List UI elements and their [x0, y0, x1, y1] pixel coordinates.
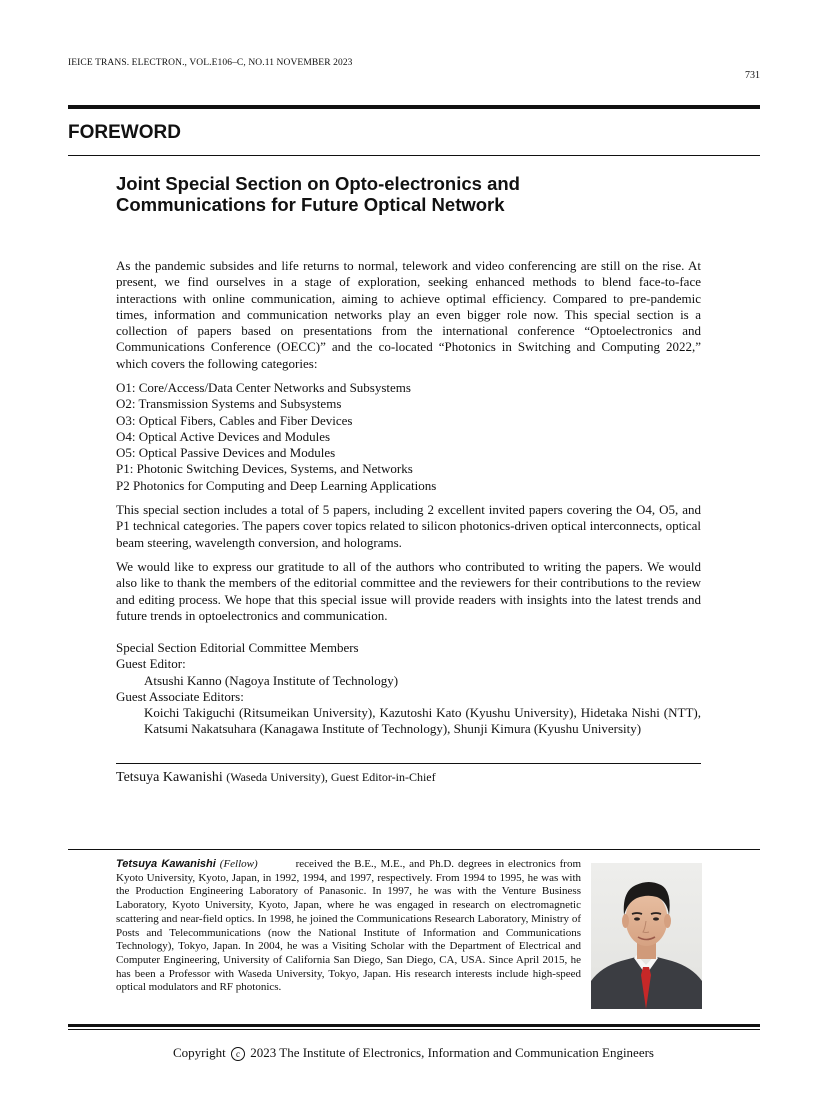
category-item: O5: Optical Passive Devices and Modules	[116, 445, 336, 461]
page-number: 731	[745, 70, 760, 81]
category-item: O2: Transmission Systems and Subsystems	[116, 396, 342, 412]
guest-editor: Atsushi Kanno (Nagoya Institute of Technology)	[144, 672, 399, 688]
signature-affiliation: (Waseda University), Guest Editor-in-Chief	[226, 770, 436, 784]
footer-rule-thick	[68, 1024, 760, 1027]
copyright-text: 2023 The Institute of Electronics, Information and Communication Engineers	[250, 1045, 654, 1060]
guest-editor-label: Guest Editor:	[116, 656, 186, 672]
category-item: O1: Core/Access/Data Center Networks and Subsystems	[116, 380, 411, 395]
journal-reference: IEICE TRANS. ELECTRON., VOL.E106–C, NO.11 NOVEMBER 2023	[68, 58, 353, 68]
committee-heading: Special Section Editorial Committee Members	[116, 640, 359, 655]
copyright-notice	[0, 1045, 827, 1061]
category-item: P2 Photonics for Computing and Deep Learning Applications	[116, 477, 437, 493]
section-title-line-2: Communications for Future Optical Network	[116, 194, 505, 215]
foreword-label: FOREWORD	[68, 122, 181, 143]
category-list	[116, 380, 701, 494]
signature	[116, 770, 436, 786]
signature-name: Tetsuya Kawanishi	[116, 770, 223, 785]
editorial-committee	[116, 640, 701, 738]
bio-name: Tetsuya Kawanishi	[116, 858, 216, 870]
copyright-prefix: Copyright	[173, 1045, 226, 1060]
associate-editors: Koichi Takiguchi (Ritsumeikan University), Kazutoshi Kato (Kyushu University), Hidetaka Nishi (NTT), Katsumi Nakatsuhara (Kanagawa Institute of Technology), Shunji Kimura (Kyushu University)	[144, 705, 701, 737]
category-item: O3: Optical Fibers, Cables and Fiber Devices	[116, 412, 353, 428]
bio-rule	[68, 849, 760, 850]
associate-editors-label: Guest Associate Editors:	[116, 688, 244, 704]
section-title	[116, 173, 616, 215]
author-photo	[591, 863, 702, 1009]
intro-paragraph: As the pandemic subsides and life returns to normal, telework and video conferencing are still on the rise. At present, we find ourselves in a stage of exploration, seeking enhanced methods to blend face-to-face interactions with online communication, aiming to achieve optimal efficiency. Compared to pre-pandemic times, information and communication networks play an even bigger role now. This special section is a collection of papers based on presentations from the international conference “Optoelectronics and Communications Conference (OECC)” and the co-located “Photonics in Switching and Computing 2022,” which covers the following categories:	[116, 258, 701, 371]
author-biography	[116, 858, 581, 995]
thanks-paragraph: We would like to express our gratitude to all of the authors who contributed to writing the papers. We would also like to thank the members of the editorial committee and the reviewers for their contributions to the review and editing process. We hope that this special issue will provide readers with insights into the latest trends and future trends in optoelectronics and communication.	[116, 559, 701, 623]
bio-membership-grade: (Fellow)	[219, 858, 258, 870]
header-rule	[68, 105, 760, 109]
category-item: P1: Photonic Switching Devices, Systems, and Networks	[116, 461, 413, 477]
signature-rule	[116, 763, 701, 764]
category-item: O4: Optical Active Devices and Modules	[116, 428, 331, 444]
title-rule	[68, 155, 760, 156]
author-portrait-image	[591, 863, 702, 1009]
section-title-line-1: Joint Special Section on Opto-electronics and	[116, 173, 520, 194]
copyright-icon: c	[231, 1047, 245, 1061]
summary-paragraph: This special section includes a total of 5 papers, including 2 excellent invited papers covering the O4, O5, and P1 technical categories. The papers cover topics related to silicon photonics-driven optical interconnects, optical beam steering, wavelength conversion, and holograms.	[116, 502, 701, 550]
bio-text: received the B.E., M.E., and Ph.D. degrees in electronics from Kyoto University, Kyoto, Japan, in 1992, 1994, and 1997, respectively. From 1994 to 1995, he was with the Production Engineering Laboratory of Panasonic. In 1997, he was with the Venture Business Laboratory, Kyoto University, Kyoto, Japan, where he was engaged in research on electromagnetic scattering and near-field optics. In 1998, he joined the Communications Research Laboratory, Ministry of Posts and Telecommunications (now the National Institute of Information and Communications Technology), Tokyo, Japan. In 2004, he was a Visiting Scholar with the Department of Electrical and Computer Engineering, University of California San Diego, San Diego, CA, USA. Since April 2015, he has been a Professor with Waseda University, Tokyo, Japan. His research interests include high-speed optical modulators and RF photonics.	[116, 858, 582, 994]
footer-rule-thin	[68, 1029, 760, 1030]
